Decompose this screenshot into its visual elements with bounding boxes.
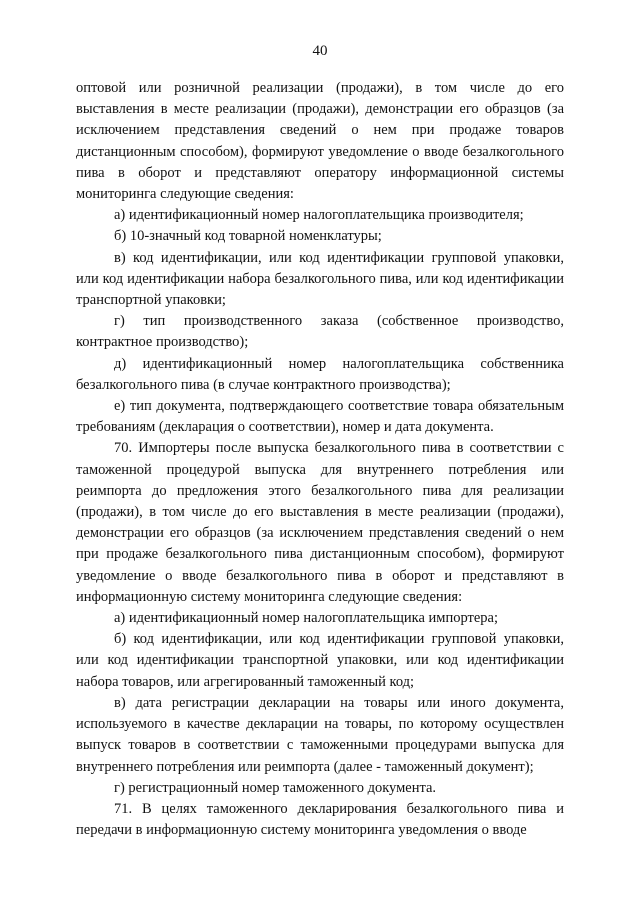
page-number: 40 (312, 43, 328, 59)
list-item: в) код идентификации, или код идентификации групповой упаковки, или код идентификации набора безалкогольного пива, или код идентификации транспортной упаковки; (76, 249, 564, 309)
list-item: д) идентификационный номер налогоплательщика собственника безалкогольного пива (в случае контрактного производства); (76, 355, 564, 393)
list-item: а) идентификационный номер налогоплательщика импортера; (114, 610, 498, 627)
list-item: г) тип производственного заказа (собственное производство, контрактное производство); (76, 313, 564, 351)
list-item: е) тип документа, подтверждающего соответствие товара обязательным требованиям (декларация о соответствии), номер и дата документа. (76, 398, 564, 436)
paragraph: 71. В целях таможенного декларирования безалкогольного пива и передачи в информационную систему мониторинга уведомления о вводе (76, 800, 564, 839)
list-item: в) дата регистрации декларации на товары или иного документа, используемого в качестве декларации на товары, по которому осуществлен выпуск товаров в соответствии с таможенными процедурами выпуска для внутреннего потребления или реимпорта (далее - таможенный документ); (76, 694, 564, 775)
list-item: б) 10-значный код товарной номенклатуры; (114, 228, 382, 245)
list-item: г) регистрационный номер таможенного документа. (114, 779, 437, 796)
list-item: б) код идентификации, или код идентификации групповой упаковки, или код идентификации транспортной упаковки, или код идентификации набора товаров, или агрегированный таможенный код; (76, 631, 564, 690)
paragraph: оптовой или розничной реализации (продажи), в том числе до его выставления в месте реализации (продажи), демонстрации его образцов (за исключением представления сведений о нем при продаже товаров дистанционным способом), формируют уведомление о вводе безалкогольного пива в оборот и представляют оператору информационной системы мониторинга следующие сведения: (76, 80, 564, 203)
list-item: а) идентификационный номер налогоплательщика производителя; (114, 207, 524, 224)
document-body (76, 78, 564, 841)
paragraph: 70. Импортеры после выпуска безалкогольного пива в соответствии с таможенной процедурой выпуска для внутреннего потребления или реимпорта до предложения этого безалкогольного пива для реализации (продажи), в том числе до его выставления в месте реализации (продажи), демонстрации его образцов (за исключением представления сведений о нем при продаже безалкогольного пива дистанционным способом), формируют уведомление о вводе безалкогольного пива в оборот и представляют в информационную систему мониторинга следующие сведения: (76, 440, 564, 605)
